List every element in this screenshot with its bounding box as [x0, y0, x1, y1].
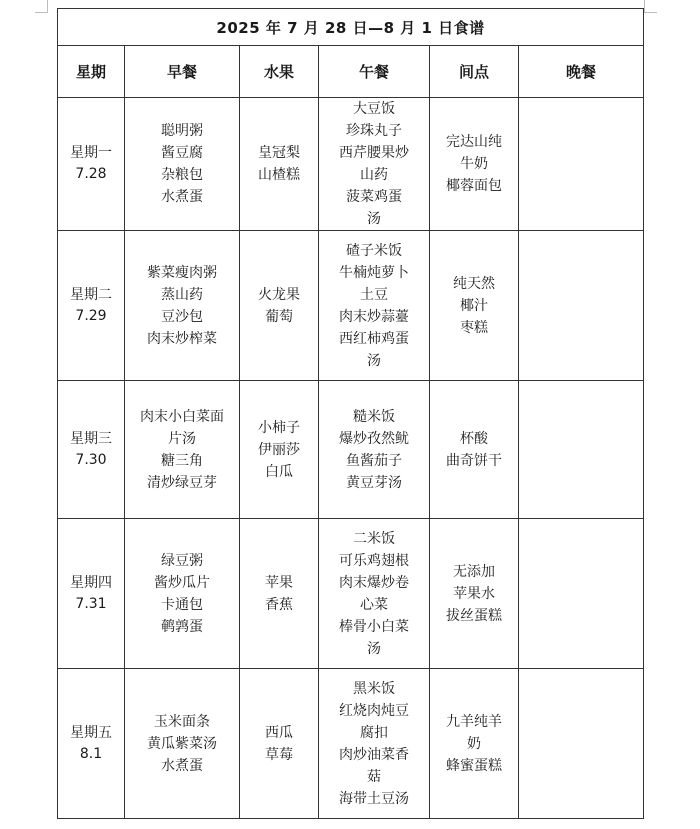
snack-line: 蜂蜜蛋糕 [446, 757, 502, 774]
day-line: 7.28 [75, 166, 107, 182]
breakfast-line: 水煮蛋 [161, 189, 203, 205]
snack-line: 无添加 [453, 563, 495, 580]
menu-body [58, 98, 644, 819]
dinner-cell [519, 519, 644, 669]
lunch-line: 肉末炒蒜薹 [339, 308, 409, 325]
day-line: 8.1 [79, 745, 103, 762]
breakfast-line: 清炒绿豆芽 [147, 474, 217, 491]
table-row [58, 519, 644, 669]
breakfast-line: 蒸山药 [161, 286, 203, 303]
fruit-line: 伊丽莎 [258, 441, 300, 458]
day-line: 7.29 [75, 307, 107, 324]
crop-mark-top-left [35, 0, 48, 13]
dinner-cell [519, 231, 644, 381]
snack-cell [430, 231, 519, 381]
lunch-line: 西红柿鸡蛋 [339, 330, 409, 347]
dinner-cell [519, 669, 644, 819]
table-row [58, 231, 644, 381]
fruit-cell [240, 381, 319, 519]
breakfast-line: 黄瓜紫菜汤 [147, 735, 217, 752]
header-row [58, 46, 644, 98]
lunch-line: 海带土豆汤 [339, 790, 409, 807]
snack-line: 曲奇饼干 [446, 452, 502, 469]
breakfast-cell [125, 231, 240, 381]
day-cell [58, 381, 125, 519]
breakfast-line: 水煮蛋 [161, 757, 203, 774]
lunch-line: 爆炒孜然鱿 [339, 430, 409, 447]
fruit-line: 火龙果 [258, 286, 300, 303]
lunch-line: 心菜 [360, 596, 388, 613]
lunch-line: 鱼酱茄子 [346, 452, 402, 469]
lunch-line: 肉末爆炒卷 [339, 574, 409, 591]
lunch-line: 汤 [367, 352, 381, 369]
snack-line: 拔丝蛋糕 [446, 607, 502, 624]
header-day: 星期 [58, 46, 125, 98]
breakfast-cell [125, 381, 240, 519]
snack-line: 九羊纯羊 [446, 713, 502, 730]
dinner-cell [519, 381, 644, 519]
lunch-line: 大豆饭 [353, 101, 395, 117]
breakfast-line: 玉米面条 [154, 713, 210, 730]
lunch-line: 肉炒油菜香 [339, 746, 409, 763]
lunch-line: 碴子米饭 [346, 242, 402, 259]
title-row [58, 9, 644, 46]
snack-line: 牛奶 [460, 156, 488, 172]
snack-cell [430, 669, 519, 819]
breakfast-line: 片汤 [168, 430, 196, 447]
lunch-line: 汤 [367, 211, 381, 227]
breakfast-cell [125, 98, 240, 231]
header-fruit: 水果 [240, 46, 319, 98]
day-cell [58, 519, 125, 669]
fruit-line: 苹果 [265, 574, 293, 591]
fruit-line: 西瓜 [265, 724, 293, 741]
lunch-line: 腐扣 [360, 724, 388, 741]
breakfast-line: 卡通包 [161, 596, 203, 613]
lunch-line: 菠菜鸡蛋 [346, 189, 402, 205]
lunch-line: 汤 [367, 640, 381, 657]
snack-line: 奶 [467, 735, 481, 752]
breakfast-line: 鹌鹑蛋 [161, 618, 203, 635]
breakfast-line: 绿豆粥 [161, 552, 203, 569]
fruit-line: 山楂糕 [258, 167, 300, 183]
lunch-cell [319, 231, 430, 381]
table-row [58, 381, 644, 519]
lunch-line: 可乐鸡翅根 [339, 552, 409, 569]
lunch-line: 红烧肉炖豆 [339, 702, 409, 719]
lunch-cell [319, 98, 430, 231]
fruit-line: 香蕉 [265, 596, 293, 613]
crop-mark-top-right [644, 0, 657, 13]
breakfast-cell [125, 669, 240, 819]
weekly-menu-table [57, 8, 644, 819]
fruit-line: 白瓜 [265, 463, 293, 480]
day-cell [58, 98, 125, 231]
day-cell [58, 231, 125, 381]
fruit-cell [240, 231, 319, 381]
header-breakfast: 早餐 [125, 46, 240, 98]
day-line: 星期五 [70, 724, 112, 741]
breakfast-line: 聪明粥 [161, 123, 203, 139]
breakfast-line: 肉末炒榨菜 [147, 330, 217, 347]
snack-line: 完达山纯 [446, 134, 502, 150]
lunch-line: 菇 [367, 768, 381, 785]
snack-line: 纯天然 [453, 275, 495, 292]
lunch-line: 糙米饭 [353, 408, 395, 425]
lunch-line: 珍珠丸子 [346, 123, 402, 139]
header-dinner: 晚餐 [519, 46, 644, 98]
snack-line: 苹果水 [453, 585, 495, 602]
snack-line: 杯酸 [460, 430, 488, 447]
lunch-cell [319, 519, 430, 669]
lunch-line: 黑米饭 [353, 680, 395, 697]
lunch-line: 土豆 [360, 286, 388, 303]
day-line: 星期一 [70, 145, 112, 161]
day-line: 7.30 [75, 451, 107, 468]
lunch-line: 棒骨小白菜 [339, 618, 409, 635]
day-line: 7.31 [75, 595, 107, 612]
table-row [58, 669, 644, 819]
header-snack: 间点 [430, 46, 519, 98]
breakfast-line: 紫菜瘦肉粥 [147, 264, 217, 281]
breakfast-line: 豆沙包 [161, 308, 203, 325]
fruit-cell [240, 519, 319, 669]
snack-cell [430, 381, 519, 519]
snack-line: 椰蓉面包 [446, 178, 502, 194]
menu-title: 2025 年 7 月 28 日—8 月 1 日食谱 [58, 9, 644, 46]
breakfast-line: 酱豆腐 [161, 145, 203, 161]
lunch-line: 二米饭 [353, 530, 395, 547]
table-row [58, 98, 644, 231]
lunch-cell [319, 381, 430, 519]
fruit-line: 葡萄 [265, 308, 293, 325]
snack-line: 枣糕 [460, 319, 488, 336]
lunch-line: 牛楠炖萝卜 [339, 264, 409, 281]
fruit-line: 草莓 [265, 746, 293, 763]
breakfast-line: 肉末小白菜面 [140, 408, 224, 425]
breakfast-line: 糖三角 [161, 452, 203, 469]
fruit-cell [240, 98, 319, 231]
fruit-line: 皇冠梨 [258, 145, 300, 161]
breakfast-cell [125, 519, 240, 669]
header-lunch: 午餐 [319, 46, 430, 98]
day-line: 星期四 [70, 574, 112, 591]
day-line: 星期二 [70, 286, 112, 303]
lunch-cell [319, 669, 430, 819]
fruit-line: 小柿子 [258, 419, 300, 436]
snack-line: 椰汁 [460, 297, 488, 314]
snack-cell [430, 98, 519, 231]
breakfast-line: 杂粮包 [161, 167, 203, 183]
lunch-line: 黄豆芽汤 [346, 474, 402, 491]
day-cell [58, 669, 125, 819]
lunch-line: 西芹腰果炒 [339, 145, 409, 161]
fruit-cell [240, 669, 319, 819]
dinner-cell [519, 98, 644, 231]
breakfast-line: 酱炒瓜片 [154, 574, 210, 591]
day-line: 星期三 [70, 430, 112, 447]
lunch-line: 山药 [360, 167, 388, 183]
snack-cell [430, 519, 519, 669]
